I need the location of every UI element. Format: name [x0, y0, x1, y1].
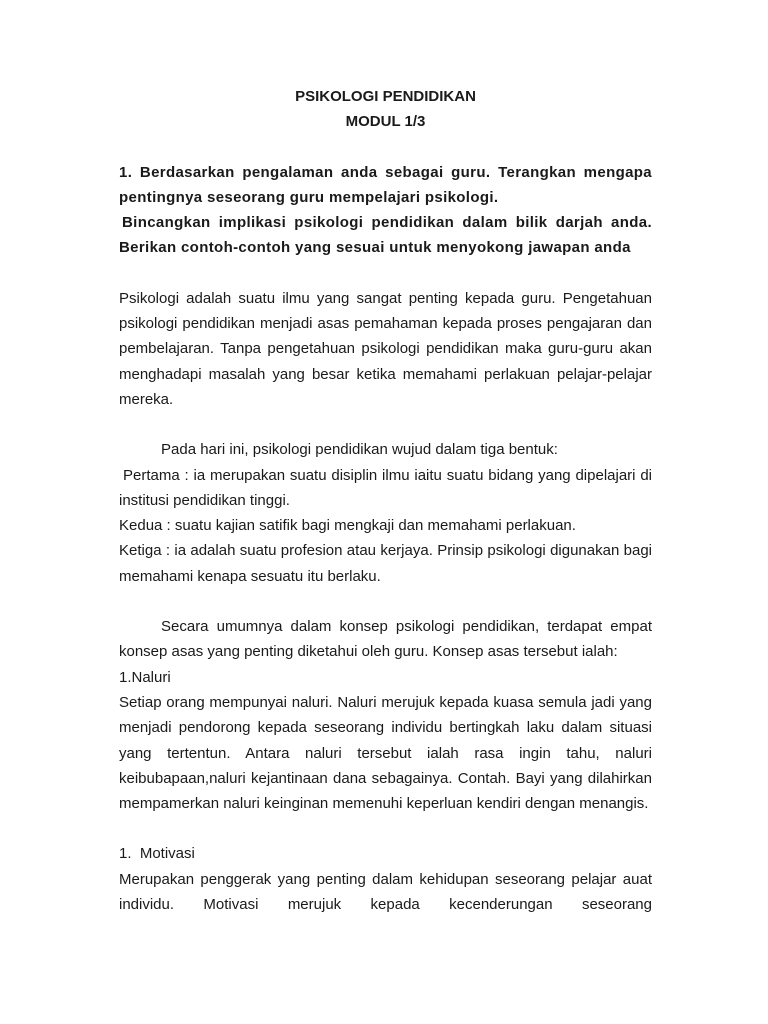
document-title: PSIKOLOGI PENDIDIKAN — [295, 88, 476, 105]
document-page — [119, 84, 652, 917]
form-kedua: Kedua : suatu kajian satifik bagi mengkaji dan memahami perlakuan. — [119, 517, 576, 535]
paragraph-forms: Pada hari ini, psikologi pendidikan wujud dalam tiga bentuk: — [161, 441, 558, 459]
question-part-2: Bincangkan implikasi psikologi pendidikan dalam bilik darjah anda. Berikan contoh-contoh yang sesuai untuk menyokong jawapan anda — [119, 214, 652, 257]
paragraph-naluri: Setiap orang mempunyai naluri. Naluri merujuk kepada kuasa semula jadi yang menjadi pendorong kepada seseorang individu bertingkah laku dalam situasi yang tertentun. Antara naluri tersebut ialah rasa ingin tahu, naluri keibubapaan,naluri kejantinaan dana sebagainya. Contah. Bayi yang dilahirkan mempamerkan naluri keinginan memenuhi keperluan kendiri dengan menangis. — [119, 693, 652, 813]
module-label: MODUL 1/3 — [345, 113, 426, 131]
paragraph-motivasi: Merupakan penggerak yang penting dalam kehidupan seseorang pelajar auat individu. Motivasi merujuk kepada kecenderungan seseorang — [119, 870, 652, 914]
form-pertama: Pertama : ia merupakan suatu disiplin ilmu iaitu suatu bidang yang dipelajari di institusi pendidikan tinggi. — [119, 466, 652, 509]
paragraph-intro: Psikologi adalah suatu ilmu yang sangat penting kepada guru. Pengetahuan psikologi pendidikan menjadi asas pemahaman kepada proses pengajaran dan pembelajaran. Tanpa pengetahuan psikologi pendidikan maka guru-guru akan menghadapi masalah yang besar ketika memahami perlakuan pelajar-pelajar mereka. — [119, 289, 652, 408]
heading-motivasi: 1. Motivasi — [119, 845, 195, 863]
question-part-1: 1. Berdasarkan pengalaman anda sebagai guru. Terangkan mengapa pentingnya seseorang guru mempelajari psikologi. — [119, 163, 652, 206]
paragraph-concepts: Secara umumnya dalam konsep psikologi pendidikan, terdapat empat konsep asas yang penting diketahui oleh guru. Konsep asas tersebut ialah: — [119, 618, 652, 661]
form-ketiga: Ketiga : ia adalah suatu profesion atau kerjaya. Prinsip psikologi digunakan bagi memahami kenapa sesuatu itu berlaku. — [119, 542, 652, 585]
heading-naluri: 1.Naluri — [119, 668, 171, 686]
